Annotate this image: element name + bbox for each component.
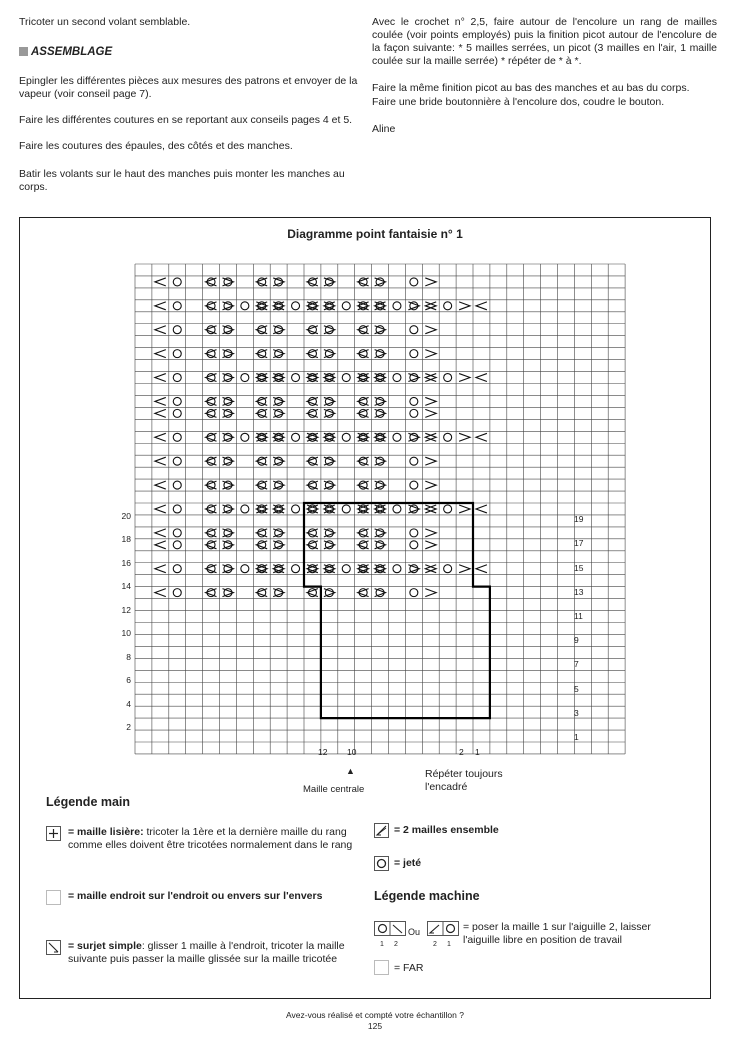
left-paragraph-4: Batir les volants sur le haut des manches puis monter les manches au corps. — [19, 168, 345, 193]
yarn-over-mark — [207, 541, 215, 549]
legend-far: = FAR — [394, 962, 424, 974]
yarn-over-mark — [207, 326, 215, 334]
legend-skp-term: = surjet simple — [68, 940, 142, 952]
k2tog-mark — [476, 302, 487, 310]
right-paragraph-2a: Faire la même finition picot au bas des manches et au bas du corps. — [372, 82, 690, 94]
legend-k2tog: = 2 mailles ensemble — [394, 824, 499, 836]
yarn-over-mark — [410, 529, 418, 537]
k2tog-mark — [155, 433, 166, 441]
yarn-over-mark — [393, 505, 401, 513]
yarn-over-mark — [376, 278, 384, 286]
yarn-over-mark — [376, 589, 384, 597]
yarn-over-mark — [308, 505, 316, 513]
or-label: Ou — [408, 927, 421, 937]
k2tog-mark — [155, 374, 166, 382]
legend-machine-title: Légende machine — [374, 889, 480, 903]
yarn-over-mark — [173, 433, 181, 441]
right-row-number: 19 — [574, 514, 584, 525]
yarn-over-mark — [207, 505, 215, 513]
yarn-over-mark — [342, 302, 350, 310]
yarn-over-mark — [173, 278, 181, 286]
right-row-number: 11 — [574, 611, 583, 621]
yarn-over-mark — [207, 409, 215, 417]
right-row-number: 1 — [574, 732, 579, 742]
k2tog-mark — [425, 565, 436, 573]
machine-num-4: 1 — [447, 941, 451, 948]
skp-mark — [425, 397, 436, 405]
yarn-over-mark — [275, 481, 283, 489]
right-row-number: 5 — [574, 683, 579, 694]
skp-mark — [425, 481, 436, 489]
machine-transfer-right-symbol — [374, 921, 406, 936]
yarn-over-mark — [241, 374, 249, 382]
yarn-over-mark — [241, 433, 249, 441]
section-title: ASSEMBLAGE — [31, 46, 113, 58]
yarn-over-mark — [173, 397, 181, 405]
legend-selvedge-desc: tricoter la 1ère et la dernière maille du rang comme elles doivent être tricotées normalement dans le rang — [68, 826, 353, 851]
skp-mark — [425, 505, 436, 513]
yarn-over-mark — [308, 541, 316, 549]
yarn-over-mark — [207, 397, 215, 405]
yarn-over-mark — [444, 565, 452, 573]
k2tog-mark — [155, 457, 166, 465]
yarn-over-mark — [410, 326, 418, 334]
right-row-number: 17 — [574, 538, 584, 549]
k2tog-mark — [476, 433, 487, 441]
right-row-number: 15 — [574, 562, 584, 573]
yarn-over-mark — [292, 374, 300, 382]
arrow-up-icon: ▲ — [346, 766, 355, 776]
yarn-over-mark — [275, 278, 283, 286]
k2tog-mark — [155, 397, 166, 405]
left-row-number: 8 — [126, 651, 131, 662]
k2tog-mark — [425, 433, 436, 441]
skp-mark — [425, 541, 436, 549]
yarn-over-mark — [376, 541, 384, 549]
yarn-over-mark — [292, 565, 300, 573]
legend-machine-transfer: = poser la maille 1 sur l'aiguille 2, laisser l'aiguille libre en position de travail — [463, 921, 651, 946]
bottom-column-number: 2 — [459, 747, 464, 757]
yarn-over-mark — [275, 409, 283, 417]
k2tog-mark — [155, 302, 166, 310]
skp-mark — [459, 302, 470, 310]
yarn-over-mark — [444, 302, 452, 310]
right-row-number: 3 — [574, 707, 579, 718]
k2tog-mark — [425, 505, 436, 513]
yarn-over-mark — [207, 589, 215, 597]
skp-mark — [425, 350, 436, 358]
k2tog-mark — [155, 565, 166, 573]
k2tog-mark — [155, 529, 166, 537]
yarn-over-mark — [410, 541, 418, 549]
yarn-over-mark — [410, 589, 418, 597]
right-row-number: 9 — [574, 635, 579, 646]
yarn-over-mark — [207, 529, 215, 537]
legend-main-title: Légende main — [46, 795, 131, 809]
bottom-column-number: 1 — [475, 747, 480, 757]
skp-mark — [459, 505, 470, 513]
yarn-over-mark — [173, 326, 181, 334]
yarn-over-mark — [241, 565, 249, 573]
page-number: 125 — [367, 1021, 383, 1031]
selvedge-symbol — [46, 826, 61, 841]
yarn-over-mark — [308, 481, 316, 489]
yarn-over-mark — [410, 397, 418, 405]
skp-mark — [425, 433, 436, 441]
skp-mark — [425, 565, 436, 573]
yarn-over-mark — [275, 589, 283, 597]
skp-mark — [425, 409, 436, 417]
left-row-number: 6 — [126, 675, 131, 685]
machine-num-1: 1 — [380, 941, 384, 948]
legend-skp — [68, 940, 353, 966]
skp-symbol — [46, 940, 61, 955]
legend-skp-desc: : glisser 1 maille à l'endroit, tricoter la maille suivante puis passer la maille glissée sur la maille tricotée — [68, 940, 345, 965]
yarn-over-mark — [308, 326, 316, 334]
legend-selvedge-term: = maille lisière: — [68, 826, 144, 838]
k2tog-symbol — [374, 823, 389, 838]
bottom-column-number: 12 — [318, 747, 328, 757]
yarn-over-mark — [173, 529, 181, 537]
machine-num-3: 2 — [433, 941, 437, 948]
yarn-over-mark — [376, 457, 384, 465]
yarn-over-mark — [308, 374, 316, 382]
yarn-over-mark — [410, 374, 418, 382]
yarn-over-mark — [275, 350, 283, 358]
yarn-over-mark — [207, 433, 215, 441]
yarn-over-mark — [376, 529, 384, 537]
yarn-over-mark — [241, 302, 249, 310]
yarn-over-mark — [275, 529, 283, 537]
left-paragraph-3a: Faire les différentes coutures en se reportant aux conseils pages 4 et 5. — [19, 114, 353, 126]
yarn-over-mark — [444, 505, 452, 513]
left-row-number: 16 — [121, 557, 131, 568]
yarn-over-mark — [342, 433, 350, 441]
footer-text: Avez-vous réalisé et compté votre échantillon ? — [286, 1010, 464, 1020]
skp-mark — [459, 433, 470, 441]
yarn-over-mark — [173, 457, 181, 465]
legend-knit: = maille endroit sur l'endroit ou envers sur l'envers — [68, 890, 323, 902]
yarn-over-mark — [173, 505, 181, 513]
yarn-over-mark — [173, 589, 181, 597]
skp-mark — [425, 529, 436, 537]
skp-mark — [425, 589, 436, 597]
yarn-over-mark — [376, 397, 384, 405]
yarn-over-mark — [173, 409, 181, 417]
right-row-number: 7 — [574, 659, 579, 670]
machine-num-2: 2 — [394, 941, 398, 948]
k2tog-mark — [425, 374, 436, 382]
skp-mark — [425, 302, 436, 310]
skp-mark — [425, 326, 436, 334]
yarn-over-mark — [308, 457, 316, 465]
yarn-over-mark — [207, 350, 215, 358]
left-row-number: 14 — [121, 581, 131, 591]
yarn-over-mark — [173, 350, 181, 358]
yarn-over-mark — [444, 433, 452, 441]
yarn-over-mark — [410, 350, 418, 358]
left-paragraph-1: Tricoter un second volant semblable. — [19, 16, 191, 28]
skp-mark — [425, 278, 436, 286]
knit-stitch-symbol — [46, 890, 61, 905]
yarn-over-mark — [207, 302, 215, 310]
yarn-over-mark — [173, 565, 181, 573]
k2tog-mark — [476, 505, 487, 513]
yarn-over-mark — [275, 541, 283, 549]
yarn-over-mark — [376, 409, 384, 417]
yarn-over-mark — [342, 374, 350, 382]
skp-mark — [459, 374, 470, 382]
yarn-over-mark — [292, 302, 300, 310]
yarn-over-mark — [393, 565, 401, 573]
left-row-number: 12 — [121, 604, 131, 615]
yarn-over-mark — [410, 481, 418, 489]
skp-mark — [459, 565, 470, 573]
k2tog-mark — [425, 302, 436, 310]
yarn-over-mark — [292, 433, 300, 441]
yarn-over-mark — [410, 457, 418, 465]
legend-yarn-over: = jeté — [394, 857, 422, 869]
left-row-number: 2 — [126, 722, 131, 732]
yarn-over-mark — [376, 326, 384, 334]
yarn-over-mark — [342, 565, 350, 573]
yarn-over-mark — [308, 409, 316, 417]
left-row-number: 20 — [121, 510, 131, 521]
yarn-over-mark — [308, 397, 316, 405]
yarn-over-mark — [410, 565, 418, 573]
yarn-over-mark — [410, 505, 418, 513]
right-row-number: 13 — [574, 586, 584, 597]
yarn-over-mark — [410, 278, 418, 286]
chart-title: Diagramme point fantaisie n° 1 — [287, 227, 463, 241]
legend-selvedge — [68, 826, 353, 852]
yarn-over-mark — [308, 278, 316, 286]
yarn-over-mark — [308, 589, 316, 597]
k2tog-mark — [155, 409, 166, 417]
yarn-over-mark — [308, 350, 316, 358]
yarn-over-mark — [308, 529, 316, 537]
yarn-over-mark — [173, 481, 181, 489]
yarn-over-mark — [292, 505, 300, 513]
k2tog-mark — [155, 350, 166, 358]
yarn-over-mark — [275, 326, 283, 334]
skp-mark — [425, 374, 436, 382]
yarn-over-mark — [410, 433, 418, 441]
yarn-over-mark — [207, 457, 215, 465]
yarn-over-mark — [173, 374, 181, 382]
k2tog-mark — [155, 541, 166, 549]
yarn-over-mark — [393, 374, 401, 382]
yarn-over-mark — [393, 433, 401, 441]
far-symbol — [374, 960, 389, 975]
yarn-over-mark — [393, 302, 401, 310]
repeat-label: Répéter toujours l'encadré — [425, 768, 503, 793]
left-row-number: 10 — [121, 628, 131, 638]
yarn-over-mark — [207, 481, 215, 489]
yarn-over-mark — [376, 481, 384, 489]
yarn-over-mark — [308, 565, 316, 573]
yarn-over-symbol — [374, 856, 389, 871]
yarn-over-mark — [275, 457, 283, 465]
k2tog-mark — [476, 565, 487, 573]
k2tog-mark — [155, 481, 166, 489]
yarn-over-mark — [342, 505, 350, 513]
yarn-over-mark — [207, 278, 215, 286]
k2tog-mark — [155, 326, 166, 334]
machine-transfer-left-symbol — [427, 921, 459, 936]
yarn-over-mark — [444, 374, 452, 382]
left-paragraph-3b: Faire les coutures des épaules, des côtés et des manches. — [19, 140, 293, 152]
left-row-number: 18 — [121, 534, 131, 544]
center-stitch-label: Maille centrale — [303, 784, 365, 795]
left-paragraph-2: Epingler les différentes pièces aux mesures des patrons et envoyer de la vapeur (voir conseil page 7). — [19, 75, 358, 100]
yarn-over-mark — [410, 302, 418, 310]
yarn-over-mark — [173, 302, 181, 310]
yarn-over-mark — [241, 505, 249, 513]
right-paragraph-2b: Faire une bride boutonnière à l'encolure dos, coudre le bouton. — [372, 96, 665, 108]
k2tog-mark — [155, 589, 166, 597]
yarn-over-mark — [410, 409, 418, 417]
yarn-over-mark — [207, 565, 215, 573]
left-row-number: 4 — [126, 698, 131, 709]
yarn-over-mark — [308, 433, 316, 441]
yarn-over-mark — [275, 397, 283, 405]
signature: Aline — [372, 123, 396, 135]
yarn-over-mark — [207, 374, 215, 382]
bottom-column-number: 10 — [347, 747, 357, 757]
skp-mark — [425, 457, 436, 465]
yarn-over-mark — [376, 350, 384, 358]
k2tog-mark — [155, 505, 166, 513]
right-paragraph-1: Avec le crochet n° 2,5, faire autour de l'encolure un rang de mailles coulée (voir points employés) puis la finition picot autour de l'encolure de la façon suivante: * 5 mailles serrées, un picot (3 mailles en l'air, 1 maille coulée sur la maille serrée) * répéter de * à *. — [372, 16, 717, 67]
k2tog-mark — [476, 374, 487, 382]
yarn-over-mark — [308, 302, 316, 310]
yarn-over-mark — [173, 541, 181, 549]
k2tog-mark — [155, 278, 166, 286]
